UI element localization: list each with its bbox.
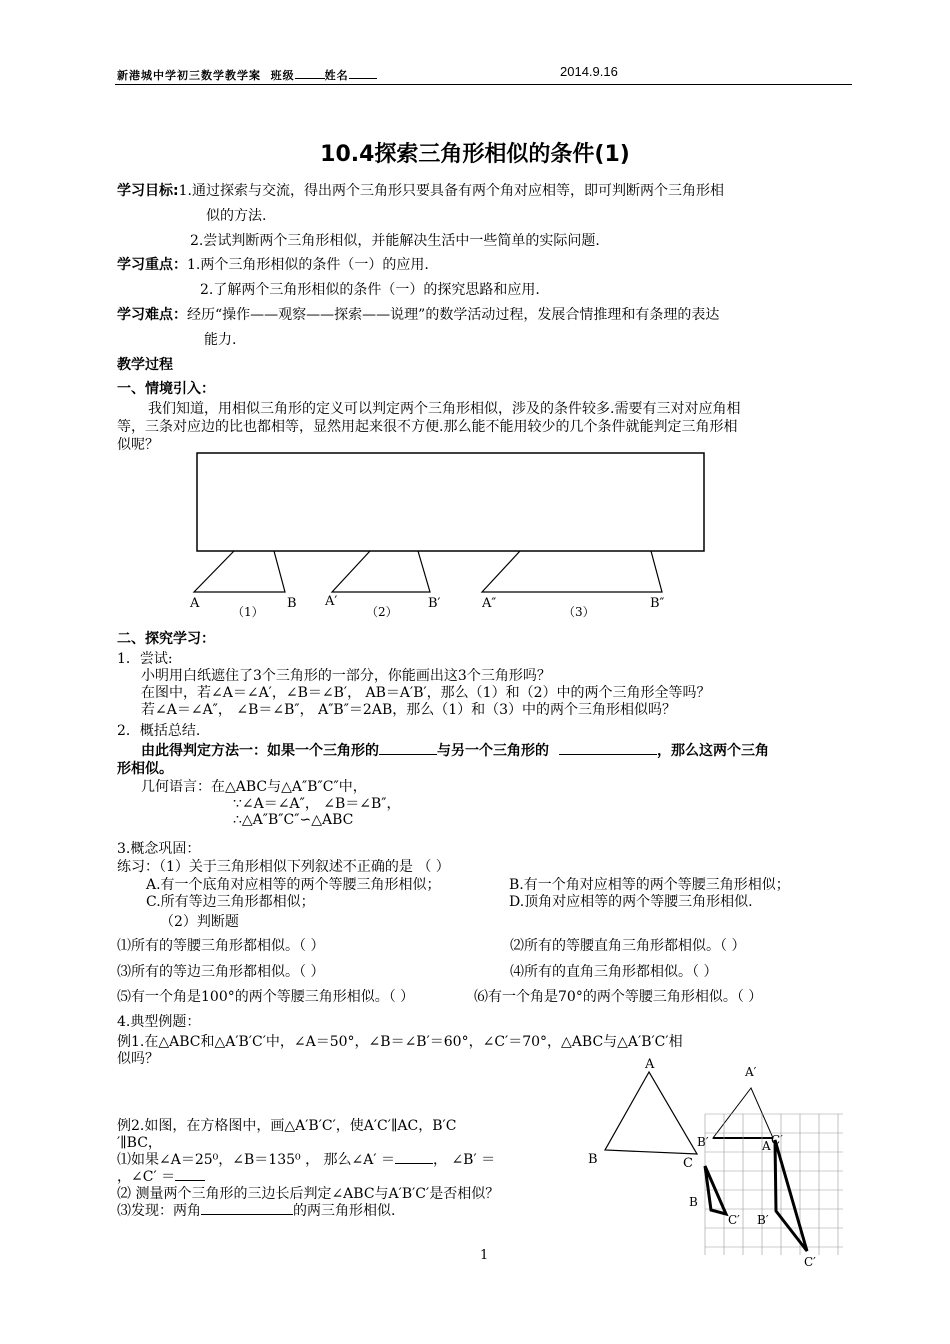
fig2-label-C-prime: C′ (771, 1133, 783, 1147)
example-2-q3: ⑶发现：两角 的两三角形相似. (117, 1203, 396, 1219)
option-d: D.顶角对应相等的两个等腰三角形相似. (509, 894, 753, 910)
section1-heading: 一、情境引入： (117, 381, 215, 397)
figure-example-triangles (585, 1050, 855, 1275)
fig2-label-B-prime-2: B′ (757, 1213, 769, 1227)
example-2-q1: ⑴如果∠A＝25⁰，∠B＝135⁰ ， 那么∠A′ ＝ ， ∠B′ ＝ (117, 1152, 496, 1168)
geo-therefore: ∴△A″B″C″∽△ABC (233, 812, 354, 828)
caption-3: （3） (563, 605, 595, 619)
example-1-line-2: 似吗？ (117, 1051, 159, 1067)
fig2-label-A2: A (762, 1139, 771, 1153)
triangle-1 (194, 551, 285, 592)
judge-method-line-2: 形相似。 (117, 761, 173, 777)
fig2-label-C: C (683, 1156, 693, 1171)
triangle-3 (482, 551, 662, 592)
label-B-prime: B′ (428, 596, 441, 611)
label-B: B (287, 596, 297, 611)
judge-1: ⑴所有的等腰三角形都相似。（ ） (117, 938, 325, 954)
judge-6: ⑹有一个角是70°的两个等腰三角形相似。（ ） (474, 989, 763, 1005)
exercise-1: 练习：（1）关于三角形相似下列叙述不正确的是 （ ） (117, 859, 450, 875)
difficulty-line-2: 能力. (204, 332, 237, 348)
page-title: 10.4探索三角形相似的条件(1) (320, 142, 630, 167)
section2-heading: 二、探究学习： (117, 631, 215, 647)
triangle-abc (605, 1072, 697, 1154)
judge-2: ⑵所有的等腰直角三角形都相似。（ ） (510, 938, 746, 954)
fig2-label-B-prime: B′ (697, 1135, 709, 1149)
option-c: C.所有等边三角形都相似； (146, 894, 315, 910)
section3-title: 3.概念巩固： (117, 841, 201, 857)
section1-p2: 等，三条对应边的比也都相等，显然用起来很不方便.那么能不能用较少的几个条件就能判定三角形相 (117, 419, 738, 435)
fig2-label-B: B (588, 1152, 598, 1167)
section4-title: 4.典型例题： (117, 1014, 201, 1030)
fig2-label-A: A (645, 1057, 655, 1072)
section1-p1: 我们知道，用相似三角形的定义可以判定两个三角形相似，涉及的条件较多.需要有三对对应角相 (148, 401, 741, 417)
fig2-label-C2: C′ (728, 1213, 740, 1227)
page-number: 1 (480, 1248, 489, 1263)
geo-because: ∵∠A＝∠A″， ∠B＝∠B″， (233, 796, 401, 812)
header-school: 新港城中学初三数学教学案 班级 姓名 (117, 66, 377, 83)
process-heading: 教学过程 (117, 357, 173, 373)
label-A-prime: A′ (325, 594, 338, 609)
fig2-label-A-prime: A′ (745, 1065, 757, 1079)
focus-line-1: 学习重点：1.两个三角形相似的条件（一）的应用. (117, 257, 429, 273)
judge-5: ⑸有一个角是100°的两个等腰三角形相似。（ ） (117, 989, 415, 1005)
fig2-label-C-prime-2: C′ (804, 1255, 816, 1269)
white-paper-rect (197, 453, 704, 551)
header-date: 2014.9.16 (560, 64, 618, 79)
judge-4: ⑷所有的直角三角形都相似。（ ） (510, 964, 718, 980)
goals-line-2: 2.尝试判断两个三角形相似，并能解决生活中一些简单的实际问题. (190, 233, 600, 249)
try-line-2: 在图中，若∠A＝∠A′，∠B＝∠B′， AB＝A′B′，那么（1）和（2）中的两个三角形全等吗？ (141, 685, 711, 701)
label-A: A (190, 596, 200, 611)
example-2-line-2: ′∥BC， (117, 1135, 162, 1151)
judge-3: ⑶所有的等边三角形都相似。（ ） (117, 964, 325, 980)
focus-line-2: 2.了解两个三角形相似的条件（一）的探究思路和应用. (200, 282, 540, 298)
try-line-1: 小明用白纸遮住了3个三角形的一部分，你能画出这3个三角形吗？ (141, 668, 551, 684)
summary-title: 2．概括总结. (117, 723, 201, 739)
example-1-line-1: 例1.在△ABC和△A′B′C′中，∠A＝50°，∠B＝∠B′＝60°，∠C′＝70°，△ABC与△A′B′C′相 (117, 1034, 683, 1050)
header-rule (115, 84, 852, 85)
example-2-q1b: ，∠C′ ＝ (117, 1166, 205, 1186)
fig2-label-B2: B (689, 1195, 698, 1209)
exercise-2: （2）判断题 (160, 914, 239, 930)
label-B-double-prime: B″ (650, 596, 665, 611)
try-line-3: 若∠A＝∠A″， ∠B＝∠B″， A″B″＝2AB，那么（1）和（3）中的两个三角形相似吗？ (141, 702, 677, 718)
caption-1: （1） (232, 605, 264, 619)
triangle-2 (332, 551, 430, 592)
example-2-line-1: 例2.如图，在方格图中，画△A′B′C′，使A′C′∥AC，B′C (117, 1118, 457, 1134)
difficulty-line-1: 学习难点：经历“操作——观察——探索——说理”的数学活动过程，发展合情推理和有条理的表达 (117, 307, 720, 323)
section1-p3: 似呢？ (117, 437, 159, 453)
caption-2: （2） (366, 605, 398, 619)
option-a: A.有一个底角对应相等的两个等腰三角形相似； (146, 877, 441, 893)
goals-line-1: 学习目标:1.通过探索与交流，得出两个三角形只要具备有两个角对应相等，即可判断两个三角形相 (117, 183, 724, 199)
try-title: 1．尝试: (117, 651, 173, 667)
option-b: B.有一个角对应相等的两个等腰三角形相似； (509, 877, 790, 893)
example-2-q2: ⑵ 测量两个三角形的三边长后判定∠ABC与A′B′C′是否相似？ (117, 1186, 500, 1202)
goals-line-1b: 似的方法. (206, 208, 267, 224)
grid-triangle-large (775, 1140, 807, 1251)
geo-language: 几何语言：在△ABC与△A″B″C″中， (141, 779, 367, 795)
judge-method-line-1: 由此得判定方法一：如果一个三角形的 与另一个三角形的 ，那么这两个三角 (141, 743, 769, 759)
figure-covered-triangles (180, 450, 720, 625)
label-A-double-prime: A″ (482, 596, 497, 611)
